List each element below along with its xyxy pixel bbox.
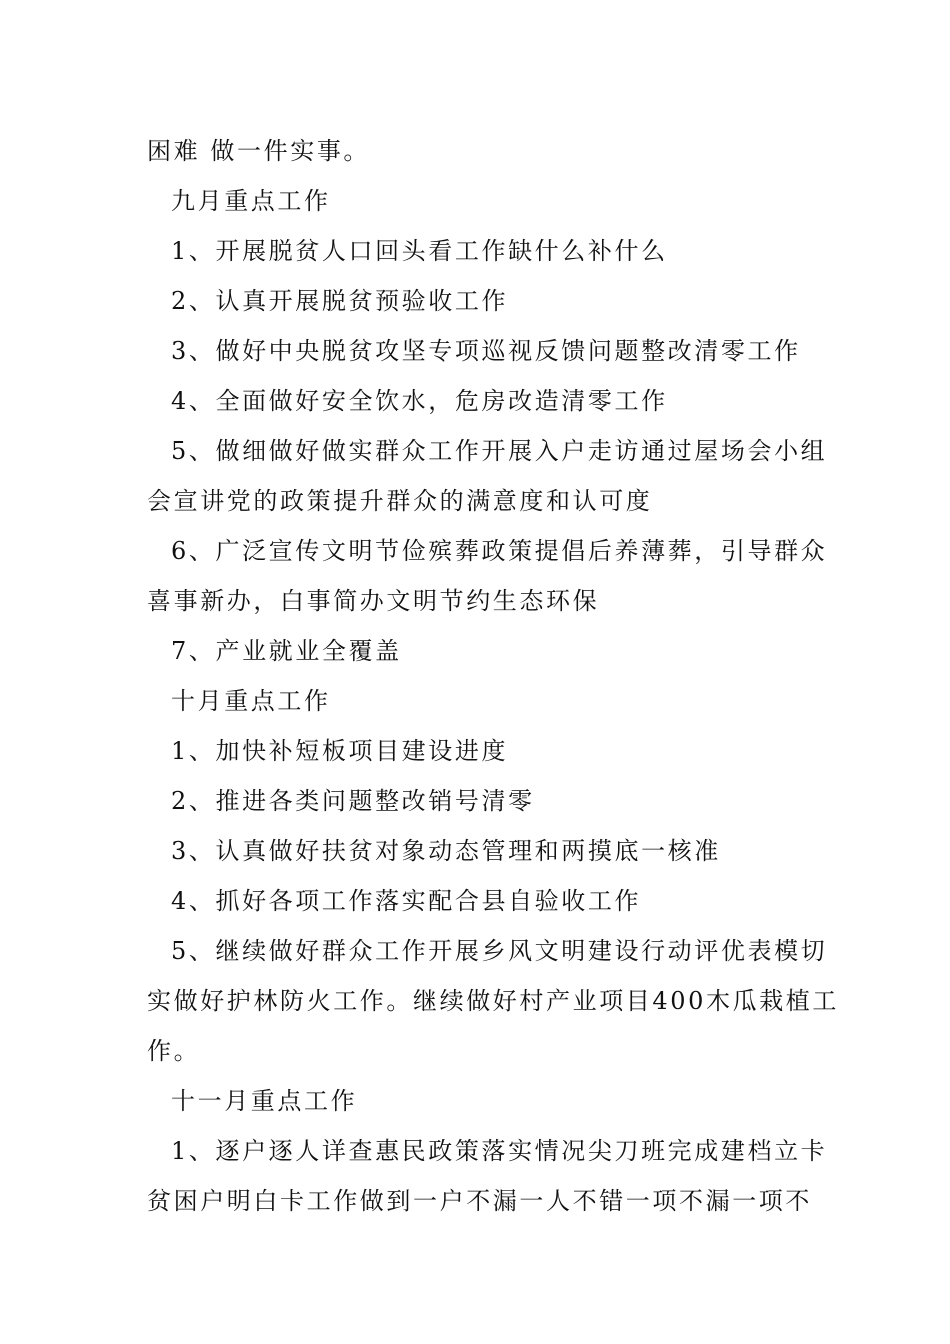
list-item: 4、抓好各项工作落实配合县自验收工作	[171, 887, 642, 915]
list-item: 3、认真做好扶贫对象动态管理和两摸底一核准	[171, 837, 721, 865]
list-item-continuation: 作。	[147, 1037, 201, 1065]
section-heading-september: 九月重点工作	[171, 187, 331, 215]
section-heading-november: 十一月重点工作	[171, 1087, 358, 1115]
list-item: 4、全面做好安全饮水，危房改造清零工作	[171, 387, 668, 415]
document-body	[147, 126, 840, 1226]
list-item: 5、做细做好做实群众工作开展入户走访通过屋场会小组	[171, 437, 828, 465]
list-item: 1、加快补短板项目建设进度	[171, 737, 509, 765]
list-item: 5、继续做好群众工作开展乡风文明建设行动评优表模切	[171, 937, 828, 965]
list-item: 1、开展脱贫人口回头看工作缺什么补什么	[171, 237, 668, 265]
list-item: 3、做好中央脱贫攻坚专项巡视反馈问题整改清零工作	[171, 337, 801, 365]
list-item: 1、逐户逐人详查惠民政策落实情况尖刀班完成建档立卡	[171, 1137, 828, 1165]
section-heading-october: 十月重点工作	[171, 687, 331, 715]
list-item: 2、认真开展脱贫预验收工作	[171, 287, 509, 315]
list-item-continuation: 实做好护林防火工作。继续做好村产业项目400木瓜栽植工	[147, 987, 840, 1015]
list-item-continuation: 喜事新办，白事简办文明节约生态环保	[147, 587, 600, 615]
list-item-continuation: 会宣讲党的政策提升群众的满意度和认可度	[147, 487, 653, 515]
text-line-1: 困难 做一件实事。	[147, 137, 371, 165]
list-item: 6、广泛宣传文明节俭殡葬政策提倡后养薄葬，引导群众	[171, 537, 828, 565]
list-item-continuation: 贫困户明白卡工作做到一户不漏一人不错一项不漏一项不	[147, 1187, 812, 1215]
list-item: 7、产业就业全覆盖	[171, 637, 402, 665]
list-item: 2、推进各类问题整改销号清零	[171, 787, 535, 815]
